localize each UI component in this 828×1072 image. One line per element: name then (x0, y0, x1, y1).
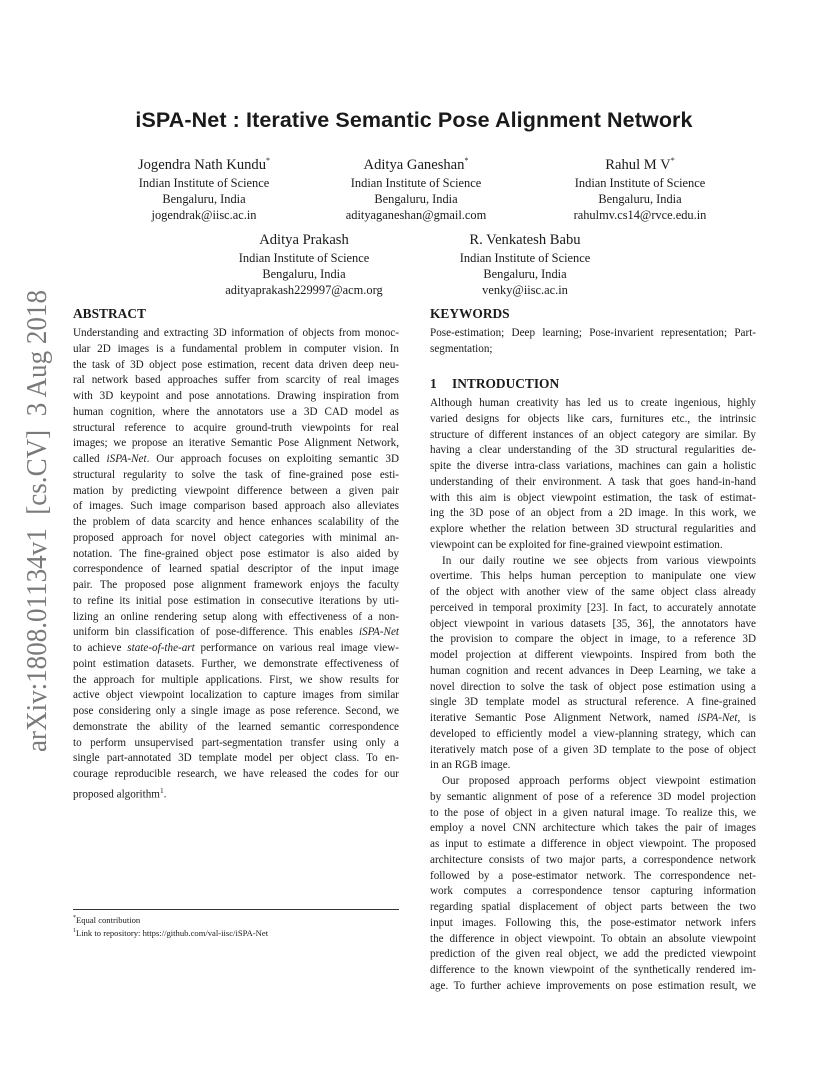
author-block (540, 151, 740, 223)
text-line: overtime. This helps human perception to manipulate one view (430, 570, 756, 583)
arxiv-identifier-stamp (0, 0, 70, 1072)
author-email: rahulmv.cs14@rvce.edu.in (573, 208, 707, 223)
text-line: followed by a pose-estimator network. The correspondence net- (430, 869, 756, 882)
text-line: with 3D keypoint and pose annotations. Drawing inspiration from (73, 390, 399, 402)
text-line: with this aim is object viewpoint estimation, the task of estimat- (430, 491, 756, 504)
arxiv-stamp-svg (0, 0, 70, 1072)
text-line: segmentation; (430, 342, 493, 355)
text-line: architecture consists of two major parts, a correspondence network (430, 853, 756, 866)
text-line: input images. Following this, the pose-estimator network infers (430, 916, 756, 929)
abstract-heading: ABSTRACT (73, 306, 146, 321)
author-email: adityaganeshan@gmail.com (345, 208, 487, 223)
paper-title: iSPA-Net : Iterative Semantic Pose Alignment Network (135, 108, 693, 132)
keywords-heading: KEYWORDS (430, 306, 510, 321)
author-block (104, 151, 304, 223)
text-line: human cognition and recent advances in Deep Learning, we take a (430, 664, 756, 677)
text-line: of the object with another view of the same object class already (430, 586, 756, 598)
text-line: to the pose of object in a given natural image. To realize this, we (430, 806, 756, 819)
text-line: as input to estimate a difference in object viewpoint. The proposed (430, 838, 756, 850)
text-line: the provision to compare the object in image, to a reference 3D (430, 633, 756, 646)
text-line: having a clear understanding of the 3D structural regularities de- (430, 444, 756, 457)
author-block (316, 151, 516, 223)
text-line: explore whether the relation between 3D structural regularities and (430, 523, 756, 535)
author-affiliation: Indian Institute of Science (574, 175, 706, 190)
text-line: structural reference to acquire ground-truth viewpoints for real (73, 421, 399, 434)
text-line: uniform bin classification of pose-difference. This enables iSPA-Net (73, 626, 399, 639)
author-name: Aditya Ganeshan* (363, 156, 469, 173)
text-line: mation by predicting viewpoint difference between a given pair (73, 484, 399, 497)
text-line: point estimation datasets. Further, we demonstrate effectiveness of (73, 657, 399, 670)
keywords-body (430, 326, 756, 358)
text-line: demonstrate the ability of the learned semantic correspondence (73, 720, 399, 733)
text-line: Pose-estimation; Deep learning; Pose-invarient representation; Part- (430, 327, 756, 339)
text-line: ing the 3D pose of an object from a 2D image. In this work, we (430, 507, 756, 520)
text-line: Our proposed approach performs object viewpoint estimation (442, 775, 756, 787)
text-line: viewpoint can be exploited for fine-grained viewpoint estimation. (430, 538, 723, 551)
text-line: the approach for multiple applications. First, we show results for (73, 673, 399, 686)
text-line: prediction of the given real object, we add the predicted viewpoint (430, 948, 756, 961)
text-line: structural regularity to solve the task of fine-grained pose esti- (73, 468, 399, 481)
author-city: Bengaluru, India (374, 192, 458, 207)
author-city: Bengaluru, India (262, 267, 346, 282)
text-line: difference to the known viewpoint of the synthetically rendered im- (430, 964, 756, 976)
footnotes (73, 913, 403, 939)
author-block (204, 231, 404, 299)
author-email: jogendrak@iisc.ac.in (151, 208, 257, 223)
footnote-divider (73, 909, 399, 910)
author-name: Aditya Prakash (259, 232, 349, 248)
text-line: single part-annotated 3D template model per object class. To en- (73, 752, 399, 765)
author-email: adityaprakash229997@acm.org (225, 283, 383, 298)
text-line: correspondence of learned spatial descriptor of the input image (73, 563, 399, 576)
text-line: of images. Such image comparison based approach also alleviates (73, 500, 399, 513)
text-line: understanding of their environment. A task that goes hand-in-hand (430, 475, 756, 488)
text-line: single 3D template model as structural reference. A fine-grained (430, 696, 756, 709)
text-line: called iSPA-Net. Our approach focuses on exploiting semantic 3D (73, 453, 399, 465)
introduction-heading: 1 INTRODUCTION (430, 376, 560, 391)
author-name: Rahul M V* (605, 156, 675, 173)
text-line: In our daily routine we see objects from various viewpoints (442, 554, 756, 567)
author-city: Bengaluru, India (162, 192, 246, 207)
author-name: R. Venkatesh Babu (469, 232, 581, 248)
text-line: iteratively match pose of a given 3D template to the pose of object (430, 743, 756, 756)
text-line: employ a novel CNN architecture which takes the pair of images (430, 822, 756, 835)
text-line: to perform unsupervised part-segmentation transfer using only a (73, 736, 399, 749)
text-line: varied designs for objects like cars, furnitures etc., the intrinsic (430, 412, 756, 425)
text-line: age. To further achieve improvements on pose estimation result, we (430, 979, 756, 992)
text-line: work computes a correspondence tensor capturing information (430, 885, 756, 898)
text-line: developed to efficiently model a view-planning strategy, which can (430, 727, 756, 740)
text-line: notation. The fine-grained object pose estimator is also aided by (73, 547, 399, 560)
text-line: the difference in object viewpoint. To obtain an absolute viewpoint (430, 932, 756, 945)
author-affiliation: Indian Institute of Science (238, 251, 370, 265)
text-line: the problem of data scarcity and hence enhances scalability of the (73, 516, 399, 528)
text-line: Although human creativity has led us to create ingenious, highly (430, 397, 756, 409)
text-line: proposed approach for novel object categories with minimal an- (73, 531, 399, 544)
text-line: ral network based approaches suffer from scarcity of real images (73, 374, 399, 387)
author-city: Bengaluru, India (483, 267, 567, 282)
text-line: iterative Semantic Pose Alignment Network, named iSPA-Net, is (430, 712, 756, 724)
author-affiliation: Indian Institute of Science (138, 175, 270, 190)
footnote-repository-link: $^1$Link to repository: https://github.com/val-iisc/iSPA-Net (73, 927, 269, 938)
text-line: Understanding and extracting 3D information of objects from monoc- (73, 327, 399, 339)
text-line: by semantic alignment of pose of a reference 3D model projection (430, 790, 756, 803)
author-city: Bengaluru, India (598, 192, 682, 207)
text-line: regarding spatial displacement of object parts between the two (430, 901, 756, 913)
text-line: to achieve state-of-the-art performance on various real image view- (73, 642, 399, 654)
author-email: venky@iisc.ac.in (482, 283, 568, 298)
section-number: 1 (430, 376, 437, 391)
text-line: lizing an online rendering setup along with effectiveness of a non- (73, 610, 399, 623)
text-line: ular 2D images is a fundamental problem in computer vision. In (73, 342, 399, 355)
text-line: model projection at different viewpoints. Inspired from both the (430, 649, 756, 661)
author-block (425, 231, 625, 299)
author-name: Jogendra Nath Kundu* (137, 156, 271, 173)
introduction-body (430, 396, 756, 995)
text-line: pose considering only a single image as pose reference. Second, we (73, 705, 399, 717)
text-line: active object viewpoint localization to capture images from similar (73, 689, 399, 702)
author-affiliation: Indian Institute of Science (459, 251, 591, 265)
text-line: in an RGB image. (430, 759, 511, 772)
text-line: spite the diverse intra-class variations, machines can gain a holistic (430, 460, 756, 472)
text-line: pair. The proposed pose alignment framework enjoys the faculty (73, 579, 399, 591)
text-line: object viewpoint in various datasets [35, 36], the annotators have (430, 617, 756, 630)
abstract-body (73, 326, 399, 803)
text-line: perceived in temporal proximity [23]. In fact, to accurately annotate (430, 601, 756, 614)
footnote-equal-contribution: *Equal contribution (73, 914, 141, 925)
text-line: human cognition, where the annotators use a 3D CAD model as (73, 405, 399, 418)
author-affiliation: Indian Institute of Science (350, 175, 482, 190)
text-line: proposed algorithm$^1$. (73, 785, 167, 801)
arxiv-id-text: arXiv:1808.01134v1 [cs.CV] 3 Aug 2018 (22, 265, 53, 752)
text-line: structure of different instances of an object category are similar. By (430, 428, 756, 441)
text-line: to refine its initial pose estimation in consecutive iterations by uti- (73, 594, 399, 607)
text-line: the task of 3D object pose estimation, recent data driven deep neu- (73, 358, 399, 371)
text-line: courage reproducible research, we have released the codes for our (73, 768, 399, 780)
text-line: novel direction to solve the task of object pose estimation using a (430, 680, 756, 693)
text-line: images; we propose an iterative Semantic Pose Alignment Network, (73, 437, 399, 450)
